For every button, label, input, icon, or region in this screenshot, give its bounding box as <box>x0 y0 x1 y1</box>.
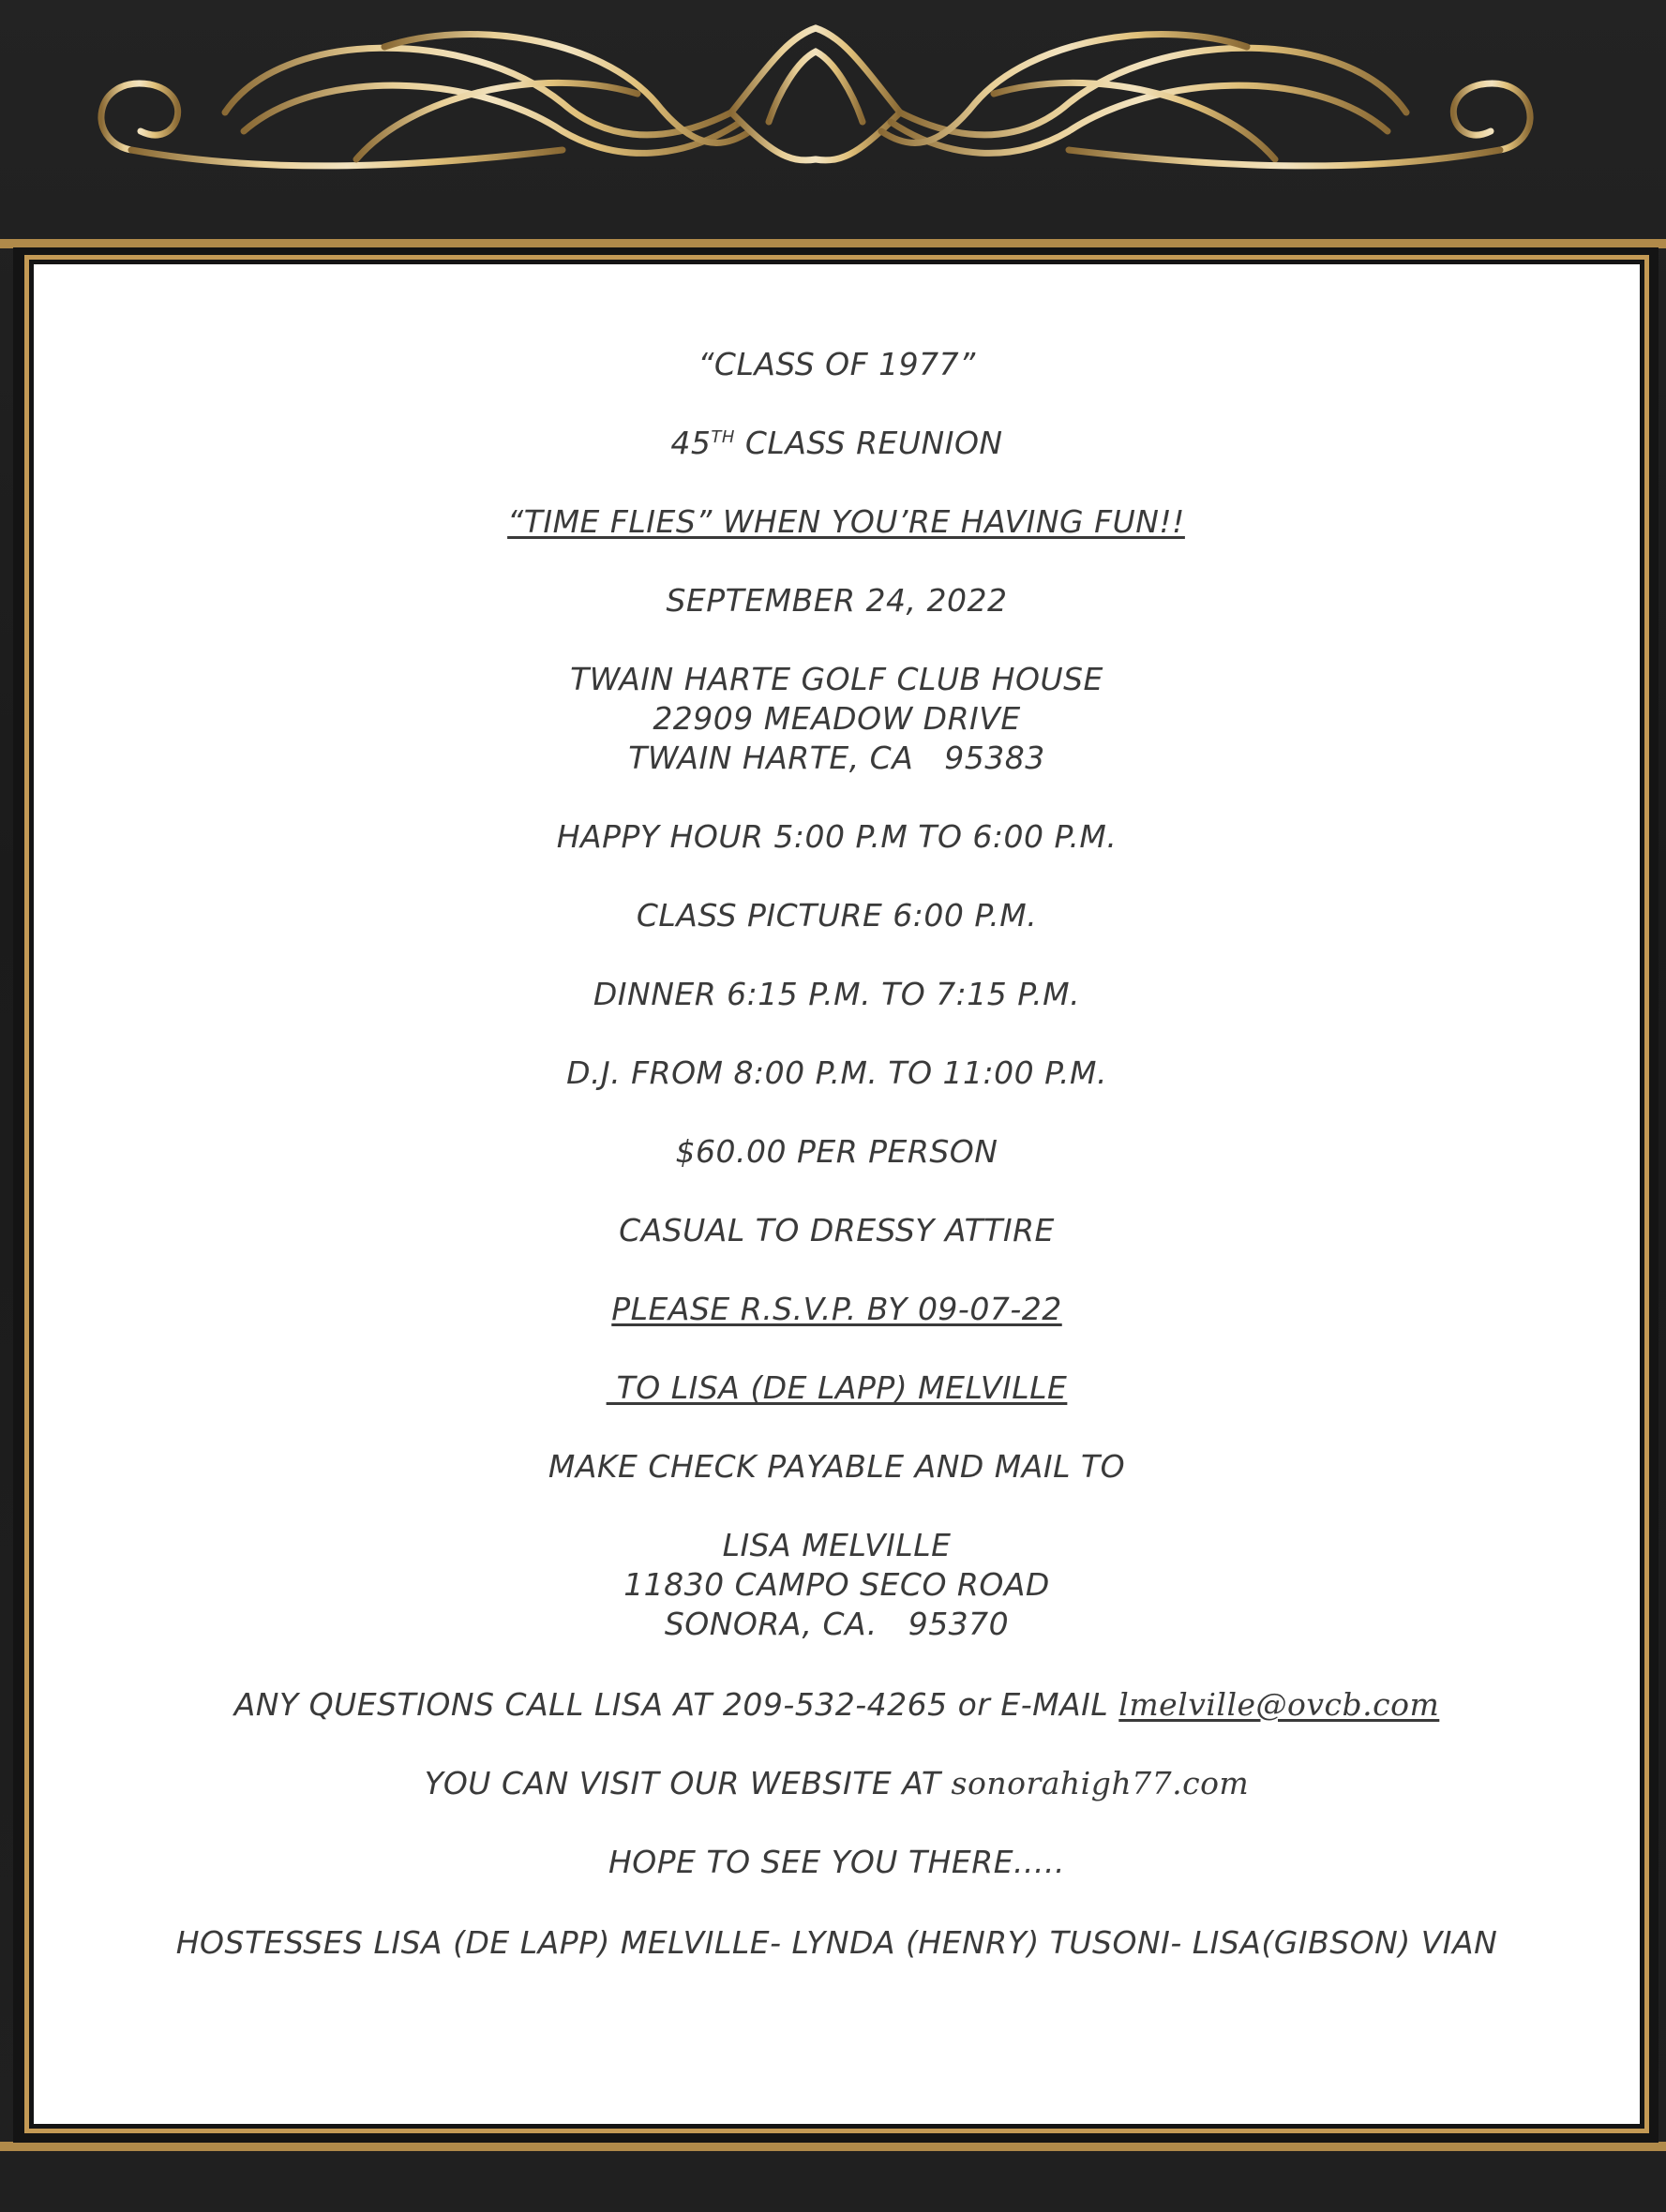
website-line <box>34 1764 1640 1803</box>
theme-line: “TIME FLIES” WHEN YOU’RE HAVING FUN!! <box>507 503 1185 540</box>
rsvp-deadline: PLEASE R.S.V.P. BY 09-07-22 <box>611 1291 1062 1327</box>
mail-street: 11830 CAMPO SECO ROAD <box>623 1566 1050 1603</box>
venue-city: TWAIN HARTE, CA 95383 <box>628 740 1045 776</box>
schedule-dj: D.J. FROM 8:00 P.M. TO 11:00 P.M. <box>566 1054 1107 1091</box>
questions-text: ANY QUESTIONS CALL LISA AT 209-532-4265 or E-MAIL <box>233 1686 1119 1723</box>
attire: CASUAL TO DRESSY ATTIRE <box>619 1212 1055 1248</box>
flyer-content <box>34 264 1640 2124</box>
email-link[interactable]: lmelville@ovcb.com <box>1118 1686 1440 1723</box>
mail-name: LISA MELVILLE <box>722 1527 952 1563</box>
mail-city: SONORA, CA. 95370 <box>664 1606 1010 1642</box>
reunion-number: 45 <box>670 425 712 461</box>
schedule-dinner: DINNER 6:15 P.M. TO 7:15 P.M. <box>593 976 1081 1012</box>
website-link[interactable]: sonorahigh77.com <box>951 1765 1250 1801</box>
schedule-class-picture: CLASS PICTURE 6:00 P.M. <box>636 897 1038 934</box>
schedule-happy-hour: HAPPY HOUR 5:00 P.M TO 6:00 P.M. <box>556 818 1118 855</box>
gold-scroll-ornament <box>75 9 1556 234</box>
reunion-suffix: TH <box>711 427 735 447</box>
closing-line: HOPE TO SEE YOU THERE..... <box>608 1844 1066 1880</box>
check-instructions: MAKE CHECK PAYABLE AND MAIL TO <box>548 1448 1126 1485</box>
venue-name: TWAIN HARTE GOLF CLUB HOUSE <box>570 661 1103 697</box>
website-text: YOU CAN VISIT OUR WEBSITE AT <box>424 1765 952 1801</box>
reunion-text: CLASS REUNION <box>744 425 1003 461</box>
reunion-heading <box>34 424 1640 463</box>
venue-street: 22909 MEADOW DRIVE <box>653 700 1021 737</box>
rsvp-contact: TO LISA (DE LAPP) MELVILLE <box>606 1369 1068 1406</box>
hostesses-line: HOSTESSES LISA (DE LAPP) MELVILLE- LYNDA (HENRY) TUSONI- LISA(GIBSON) VIAN <box>175 1924 1498 1961</box>
event-date: SEPTEMBER 24, 2022 <box>666 582 1008 619</box>
price: $60.00 PER PERSON <box>675 1133 998 1170</box>
class-title: “CLASS OF 1977” <box>698 346 976 382</box>
questions-line <box>34 1685 1640 1725</box>
